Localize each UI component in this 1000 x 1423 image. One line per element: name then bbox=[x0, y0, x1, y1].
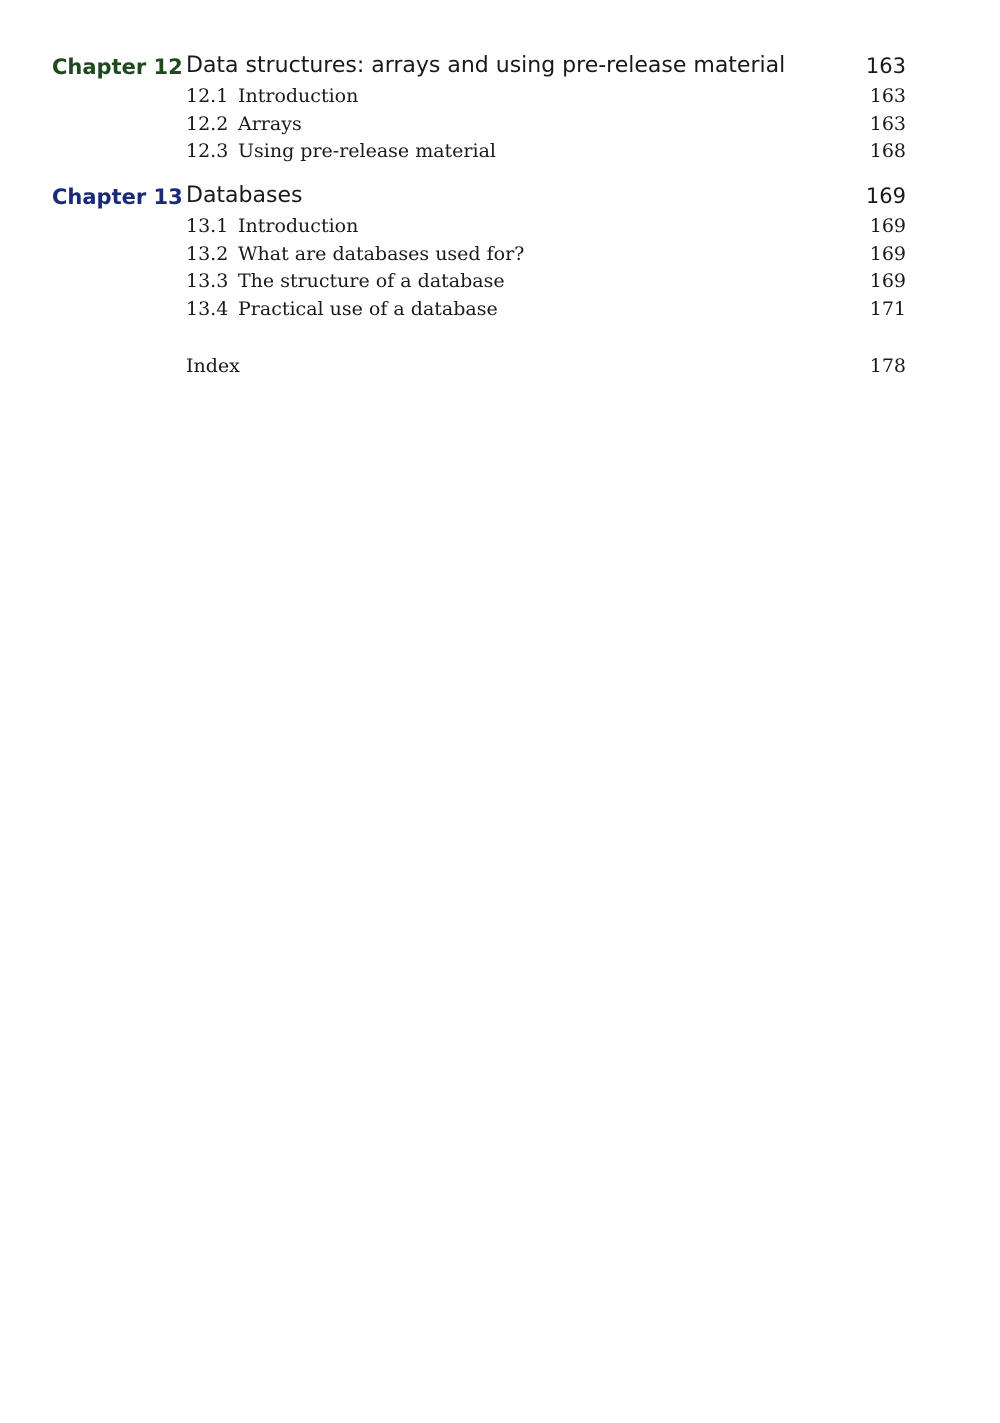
index-page-number: 178 bbox=[869, 355, 906, 377]
section-title: Using pre-release material bbox=[238, 140, 496, 162]
section-title: The structure of a database bbox=[238, 270, 505, 292]
section-number: 12.3 bbox=[186, 140, 229, 162]
section-number: 13.4 bbox=[186, 298, 229, 320]
section-page-number: 169 bbox=[869, 215, 906, 237]
section-page-number: 169 bbox=[869, 243, 906, 265]
section-number: 12.1 bbox=[186, 85, 229, 107]
section-title: What are databases used for? bbox=[238, 243, 525, 265]
chapter-label: Chapter 12 bbox=[52, 55, 183, 79]
section-number: 12.2 bbox=[186, 113, 229, 135]
section-page-number: 168 bbox=[869, 140, 906, 162]
section-number: 13.2 bbox=[186, 243, 229, 265]
index-label: Index bbox=[186, 355, 240, 377]
section-title: Arrays bbox=[238, 113, 302, 135]
chapter-title: Databases bbox=[186, 183, 303, 208]
chapter-page-number: 163 bbox=[865, 54, 906, 78]
section-number: 13.3 bbox=[186, 270, 229, 292]
section-title: Introduction bbox=[238, 85, 359, 107]
section-number: 13.1 bbox=[186, 215, 229, 237]
section-page-number: 163 bbox=[869, 85, 906, 107]
chapter-label: Chapter 13 bbox=[52, 185, 183, 209]
chapter-title: Data structures: arrays and using pre-release material bbox=[186, 53, 786, 78]
chapter-page-number: 169 bbox=[865, 184, 906, 208]
section-title: Practical use of a database bbox=[238, 298, 498, 320]
section-title: Introduction bbox=[238, 215, 359, 237]
section-page-number: 171 bbox=[869, 298, 906, 320]
section-page-number: 163 bbox=[869, 113, 906, 135]
section-page-number: 169 bbox=[869, 270, 906, 292]
